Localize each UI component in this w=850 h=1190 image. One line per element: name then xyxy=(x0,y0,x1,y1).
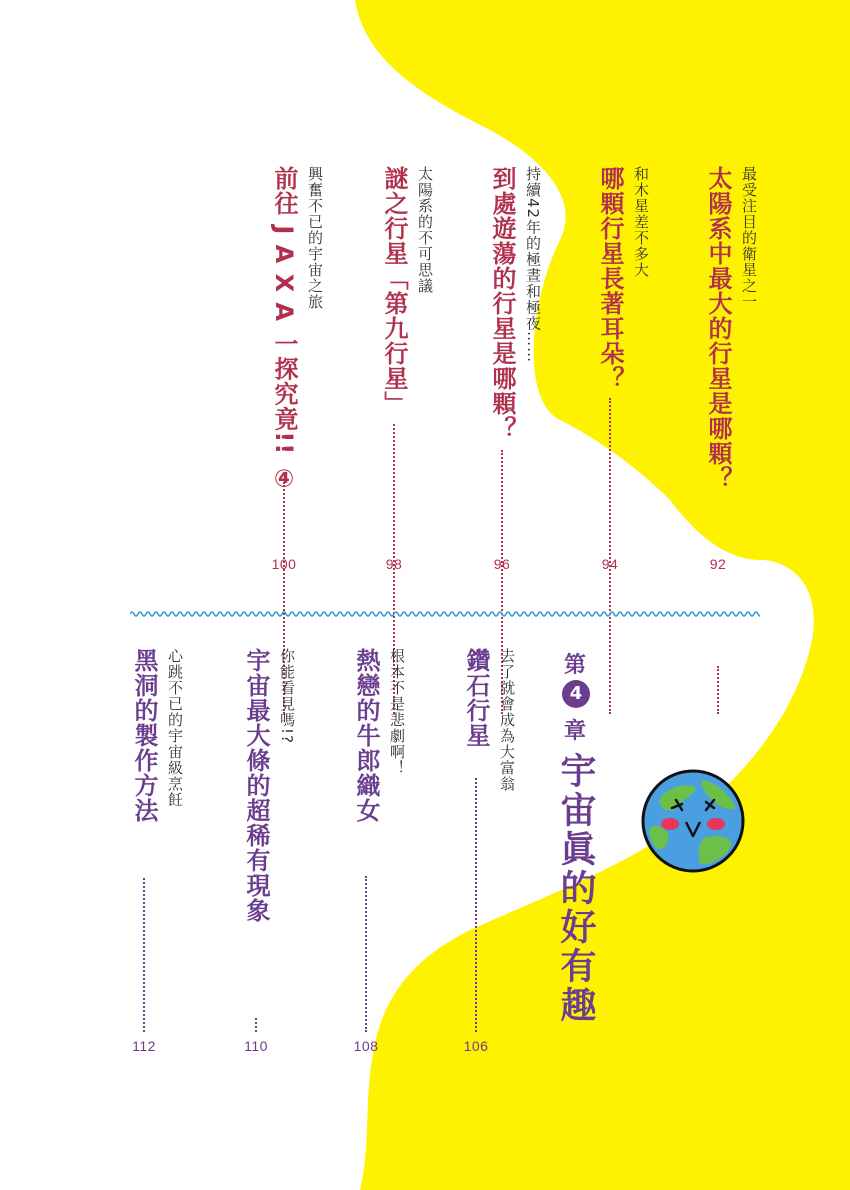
entry-subtitle: 心跳不已的宇宙級烹飪 xyxy=(166,648,184,808)
toc-entry-108[interactable] xyxy=(346,648,416,1058)
smiling-earth-icon xyxy=(640,768,746,874)
dotted-leader xyxy=(255,1018,257,1032)
entry-title: 宇宙最大條的超稀有現象 xyxy=(242,648,270,923)
toc-entry-100[interactable] xyxy=(264,166,334,586)
dotted-leader xyxy=(365,876,367,1032)
page-number: 112 xyxy=(132,1038,156,1054)
page-number: 94 xyxy=(601,556,619,572)
page-number: 108 xyxy=(353,1038,379,1054)
chapter-heading xyxy=(548,648,608,1028)
entry-title: 太陽系中最大的行星是哪顆？ xyxy=(704,166,732,491)
chapter-number-badge: 4 xyxy=(562,680,590,708)
entry-subtitle: 根本不是悲劇啊！ xyxy=(388,648,406,776)
chapter-title: 宇宙眞的好有趣 xyxy=(555,752,596,1025)
entry-subtitle: 興奮不已的宇宙之旅 xyxy=(306,166,324,310)
entry-subtitle: 最受注目的衛星之一 xyxy=(740,166,758,310)
dotted-leader xyxy=(143,878,145,1032)
dotted-leader xyxy=(717,666,719,714)
toc-entry-106[interactable] xyxy=(456,648,526,1058)
entry-title: 哪顆行星長著耳朵？ xyxy=(596,166,624,391)
wavy-divider xyxy=(130,608,760,620)
toc-entry-94[interactable] xyxy=(590,166,660,586)
toc-entry-98[interactable] xyxy=(374,166,444,586)
entry-title: 熱戀的牛郎織女 xyxy=(352,648,380,823)
page-number: 100 xyxy=(271,556,297,572)
toc-entry-110[interactable] xyxy=(236,648,306,1058)
entry-subtitle: 太陽系的不可思議 xyxy=(416,166,434,294)
page-number: 110 xyxy=(244,1038,268,1054)
entry-title: 鑽石行星 xyxy=(462,648,490,748)
toc-entry-112[interactable] xyxy=(124,648,194,1058)
page-number: 98 xyxy=(385,556,403,572)
entry-title: 前往 J A X A 一探究竟!! ④ xyxy=(270,166,298,494)
entry-subtitle: 持續42年的極晝和極夜…… xyxy=(524,166,542,364)
entry-title: 謎之行星「第九行星」 xyxy=(380,166,408,416)
page-number: 92 xyxy=(709,556,727,572)
chapter-prefix: 第 xyxy=(563,653,586,678)
chapter-suffix: 章 xyxy=(563,719,586,744)
entry-subtitle: 和木星差不多大 xyxy=(632,166,650,278)
entry-title: 到處遊蕩的行星是哪顆？ xyxy=(488,166,516,441)
toc-entry-92[interactable] xyxy=(698,166,768,586)
page-number: 106 xyxy=(463,1038,489,1054)
page-number: 96 xyxy=(493,556,511,572)
dotted-leader xyxy=(475,778,477,1032)
entry-subtitle: 你能看見嗎!? xyxy=(278,648,296,744)
toc-entry-96[interactable] xyxy=(482,166,552,586)
entry-subtitle: 去了就會成為大富翁 xyxy=(498,648,516,792)
entry-title: 黑洞的製作方法 xyxy=(130,648,158,823)
